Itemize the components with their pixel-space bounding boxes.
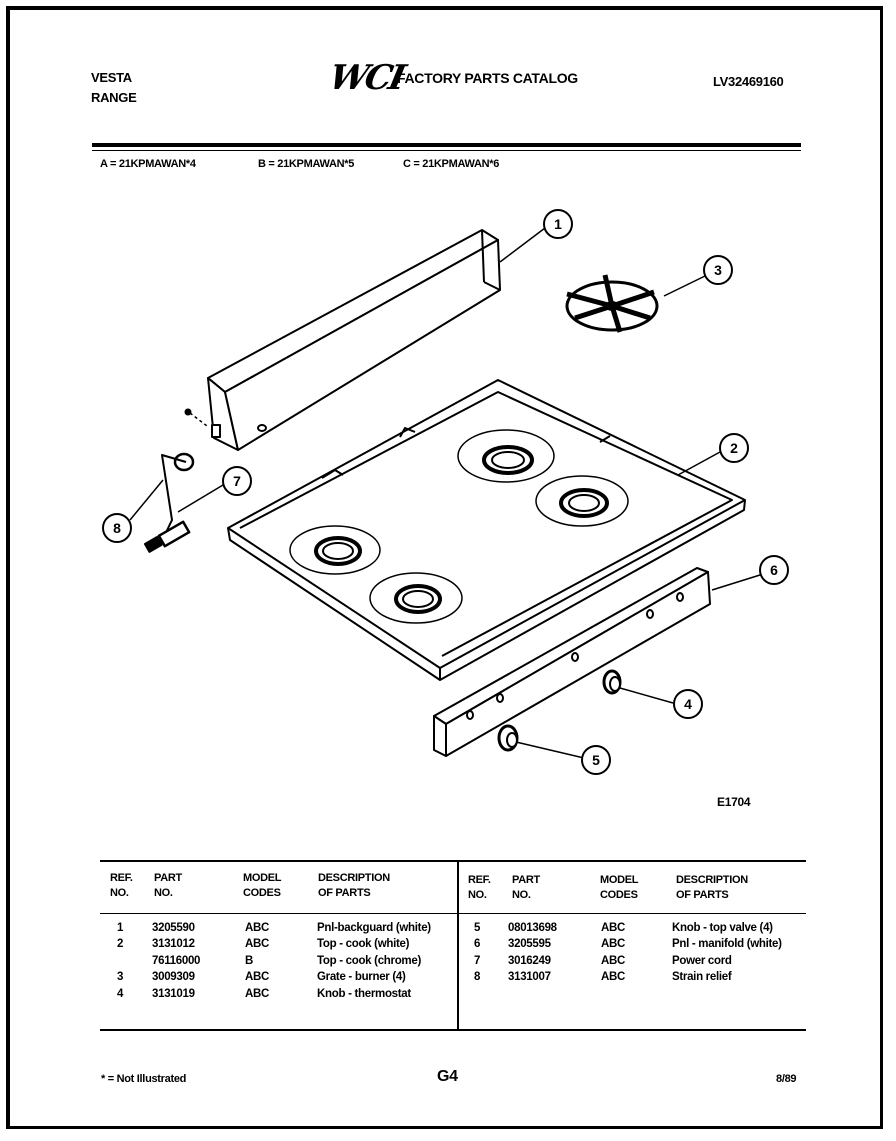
- table-top-rule: [100, 860, 806, 862]
- svg-text:2: 2: [730, 440, 738, 456]
- header-desc-right: DESCRIPTION OF PARTS: [676, 874, 748, 901]
- cell-ref: 1: [117, 922, 124, 934]
- svg-text:8: 8: [113, 520, 121, 536]
- model-b: B = 21KPMAWAN*5: [258, 158, 355, 170]
- svg-text:3: 3: [714, 262, 722, 278]
- page-number: G4: [437, 1068, 458, 1085]
- cell-desc: Power cord: [672, 955, 732, 967]
- svg-text:7: 7: [233, 473, 241, 489]
- table-bottom-rule: [100, 1029, 806, 1031]
- figure-code: E1704: [717, 795, 751, 809]
- cell-part: 08013698: [508, 922, 557, 934]
- cell-desc: Pnl - manifold (white): [672, 938, 782, 950]
- table-header-rule: [100, 913, 806, 914]
- svg-text:6: 6: [770, 562, 778, 578]
- cell-model: ABC: [601, 955, 626, 967]
- cell-part: 3205590: [152, 922, 195, 934]
- callout-4: [674, 690, 702, 718]
- cell-part: 3131019: [152, 988, 195, 1000]
- burner-grate-part: [567, 275, 657, 332]
- callout-5: [582, 746, 610, 774]
- callout-1: [544, 210, 572, 238]
- model-a: A = 21KPMAWAN*4: [100, 158, 196, 170]
- cell-part: 76116000: [152, 955, 201, 967]
- cell-ref: 4: [117, 988, 124, 1000]
- thermostat-knob-part: [604, 671, 620, 693]
- cell-model: ABC: [245, 971, 270, 983]
- cooktop-part: [228, 380, 745, 680]
- header-model: MODEL CODES: [243, 872, 282, 899]
- header-desc: DESCRIPTION OF PARTS: [318, 872, 390, 899]
- cell-ref: 3: [117, 971, 124, 983]
- catalog-number: LV32469160: [713, 74, 784, 89]
- header-ref-right: REF. NO.: [468, 874, 491, 901]
- header-ref: REF. NO.: [110, 872, 133, 899]
- callout-7: [223, 467, 251, 495]
- wci-logo: WCI: [325, 58, 407, 98]
- catalog-title: FACTORY PARTS CATALOG: [397, 70, 578, 86]
- cell-desc: Top - cook (chrome): [317, 955, 421, 967]
- model-c: C = 21KPMAWAN*6: [403, 158, 500, 170]
- power-cord-part: [145, 454, 193, 552]
- cell-model: ABC: [245, 988, 270, 1000]
- svg-text:1: 1: [554, 216, 562, 232]
- cell-model: ABC: [601, 971, 626, 983]
- cell-part: 3205595: [508, 938, 551, 950]
- cell-model: ABC: [601, 922, 626, 934]
- cell-ref: 6: [474, 938, 481, 950]
- callout-3: [704, 256, 732, 284]
- svg-text:5: 5: [592, 752, 600, 768]
- cell-desc: Pnl-backguard (white): [317, 922, 431, 934]
- cell-model: ABC: [245, 938, 270, 950]
- table-divider: [457, 862, 459, 1030]
- cell-ref: 2: [117, 938, 124, 950]
- not-illustrated-note: * = Not Illustrated: [101, 1073, 187, 1085]
- cell-ref: 8: [474, 971, 481, 983]
- brand-name: VESTA: [91, 70, 132, 85]
- cell-part: 3016249: [508, 955, 551, 967]
- cell-desc: Knob - thermostat: [317, 988, 411, 1000]
- cell-part: 3009309: [152, 971, 195, 983]
- cell-desc: Strain relief: [672, 971, 732, 983]
- catalog-date: 8/89: [776, 1073, 797, 1085]
- cell-ref: 5: [474, 922, 481, 934]
- header-part-right: PART NO.: [512, 874, 540, 901]
- svg-text:4: 4: [684, 696, 692, 712]
- cell-model: B: [245, 955, 254, 967]
- top-valve-knob-part: [499, 726, 517, 750]
- cell-ref: 7: [474, 955, 481, 967]
- product-type: RANGE: [91, 90, 137, 105]
- cell-desc: Grate - burner (4): [317, 971, 406, 983]
- cell-model: ABC: [601, 938, 626, 950]
- callout-2: [720, 434, 748, 462]
- cell-model: ABC: [245, 922, 270, 934]
- callout-8: [103, 514, 131, 542]
- cell-part: 3131012: [152, 938, 195, 950]
- cell-desc: Knob - top valve (4): [672, 922, 773, 934]
- header-part: PART NO.: [154, 872, 182, 899]
- callout-6: [760, 556, 788, 584]
- cell-part: 3131007: [508, 971, 551, 983]
- cell-desc: Top - cook (white): [317, 938, 410, 950]
- header-model-right: MODEL CODES: [600, 874, 639, 901]
